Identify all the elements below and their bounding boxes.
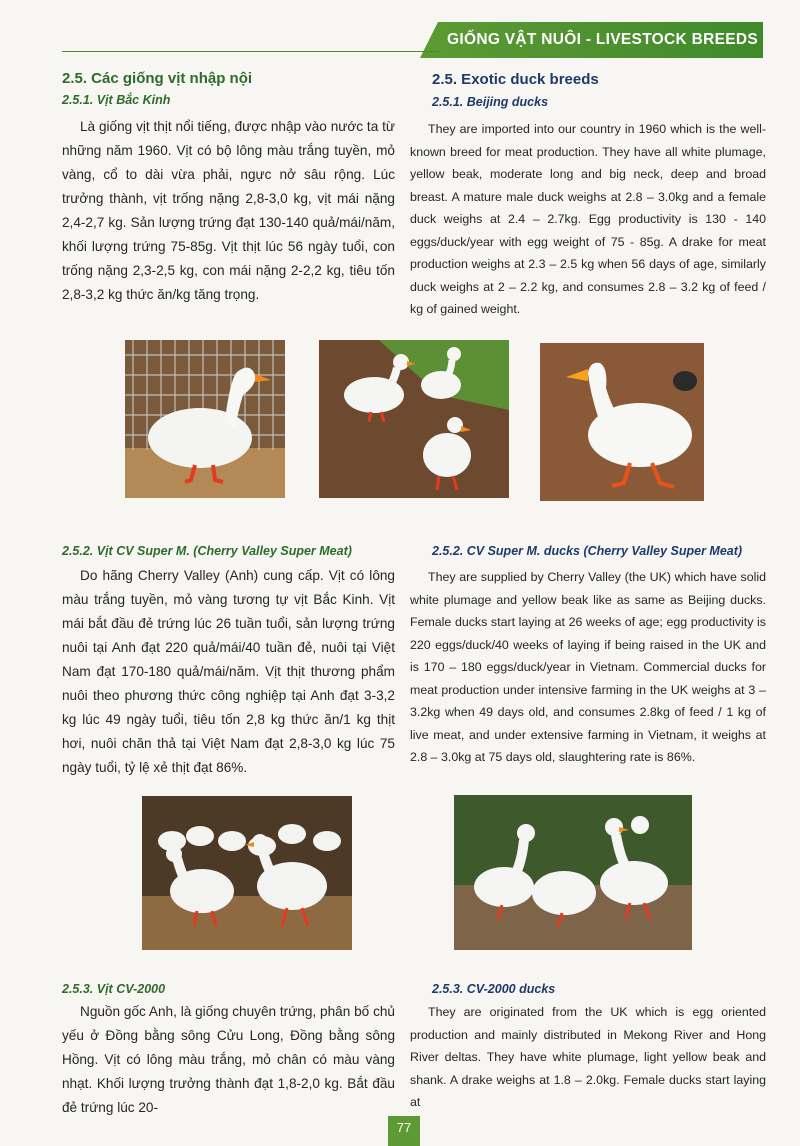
paragraph-vi-cv-super-m: Do hãng Cherry Valley (Anh) cung cấp. Vịt có lông màu trắng tuyền, mỏ vàng tương tự vịt Bắc Kinh. Vịt mái bắt đầu đẻ trứng lúc 26 tuần tuổi, sản lượng trứng nuôi tại Anh đạt 220 quả/mái/40 tuần đẻ, nuôi tại Việt Nam đạt 170-180 quả/mái/năm. Vịt thịt thương phẩm nuôi theo phương thức công nghiệp tại Anh đạt 3-3,2 kg lúc 49 ngày tuổi, tiêu tốn 2,8 kg thức ăn/1 kg thịt hơi, nuôi chăn thả tại Việt Nam đạt 2,8-3,0 kg lúc 75 ngày tuổi, tỷ lệ xẻ thịt đạt 86%. <box>62 568 395 775</box>
paragraph-vi-beijing: Là giống vịt thịt nổi tiếng, được nhập vào nước ta từ những năm 1960. Vịt có bộ lông màu trắng tuyền, mỏ vàng, cổ to dài vừa phải, ngực nở sâu rộng. Lúc trưởng thành, vịt trống nặng 2,8-3,0 kg, vịt mái nặng 2,4-2,7 kg. Sản lượng trứng đạt 130-140 quả/mái/năm, khối lượng trứng 75-85g. Vịt thịt lúc 56 ngày tuổi, con trống nặng 2,3-2,5 kg, con mái nặng 2-2,2 kg, tiêu tốn 2,8-3,2 kg thức ăn/kg tăng trọng. <box>62 119 395 302</box>
paragraph-en-cv-2000: They are originated from the UK which is egg oriented production and mainly distributed in Mekong River and Hong River deltas. They have white plumage, light yellow beak and shank. A drake weighs at 1.8 – 2.0kg. Female ducks start laying at <box>410 1005 766 1109</box>
section-title-vi: 2.5. Các giống vịt nhập nội <box>62 70 253 87</box>
page-number: 77 <box>388 1116 420 1146</box>
subsection-title-vi-beijing: 2.5.1. Vịt Bắc Kinh <box>62 93 171 107</box>
header-rule <box>62 51 440 52</box>
subsection-title-en-cv-2000: 2.5.3. CV-2000 ducks <box>432 982 556 996</box>
subsection-title-vi-cv-super-m: 2.5.2. Vịt CV Super M. (Cherry Valley Super Meat) <box>62 544 352 558</box>
section-title-en: 2.5. Exotic duck breeds <box>432 71 599 88</box>
paragraph-en-cv-super-m: They are supplied by Cherry Valley (the UK) which have solid white plumage and yellow beak like as same as Beijing ducks. Female ducks start laying at 26 weeks of age; egg productivity is 220 eggs/duck/40 weeks of laying if being raised in the UK and is 170 – 180 eggs/duck/year in Vietnam. Commercial ducks for meat production under intensive farming in the UK weighs at 3 – 3.2kg when 49 days old, and consumes 2.8kg of feed / 1 kg of live meat, and under extensive farming in Vietnam, it weighs at 2.8 – 3.0kg at 75 days old, slaughtering rate is 86%. <box>410 570 766 764</box>
subsection-title-en-cv-super-m: 2.5.2. CV Super M. ducks (Cherry Valley Super Meat) <box>432 544 743 558</box>
photo-beijing-duck-walking <box>540 343 704 501</box>
page-header-title: GIỐNG VẬT NUÔI - LIVESTOCK BREEDS <box>447 31 759 48</box>
photo-cv-super-m-pond <box>454 795 692 950</box>
subsection-title-vi-cv-2000: 2.5.3. Vịt CV-2000 <box>62 982 166 996</box>
photo-beijing-duck-cage <box>125 340 285 498</box>
photo-cv-super-m-flock <box>142 796 352 950</box>
paragraph-en-beijing: They are imported into our country in 1960 which is the well-known breed for meat production. They have all white plumage, yellow beak, moderate long and big neck, deep and broad breast. A mature male duck weighs at 2.8 – 3.0kg and a female duck weighs at 2.4 – 2.7kg. Egg productivity is 130 - 140 eggs/duck/year with egg weight of 75 - 85g. A drake for meat production weighs at 2.3 – 2.5 kg when 56 days of age, similarly duck weighs at 2 – 2.2 kg, and consumes 2.8 – 3.2 kg of feed / kg of gained weight. <box>410 122 766 316</box>
paragraph-vi-cv-2000: Nguồn gốc Anh, là giống chuyên trứng, phân bố chủ yếu ở Đồng bằng sông Cửu Long, Đồng bằng sông Hồng. Vịt có lông màu trắng, mỏ chân có màu vàng nhạt. Khối lượng trưởng thành đạt 1,8-2,0 kg. Bắt đầu đẻ trứng lúc 20- <box>62 1004 395 1115</box>
subsection-title-en-beijing: 2.5.1. Beijing ducks <box>432 95 549 109</box>
photo-beijing-ducks-group <box>319 340 509 498</box>
